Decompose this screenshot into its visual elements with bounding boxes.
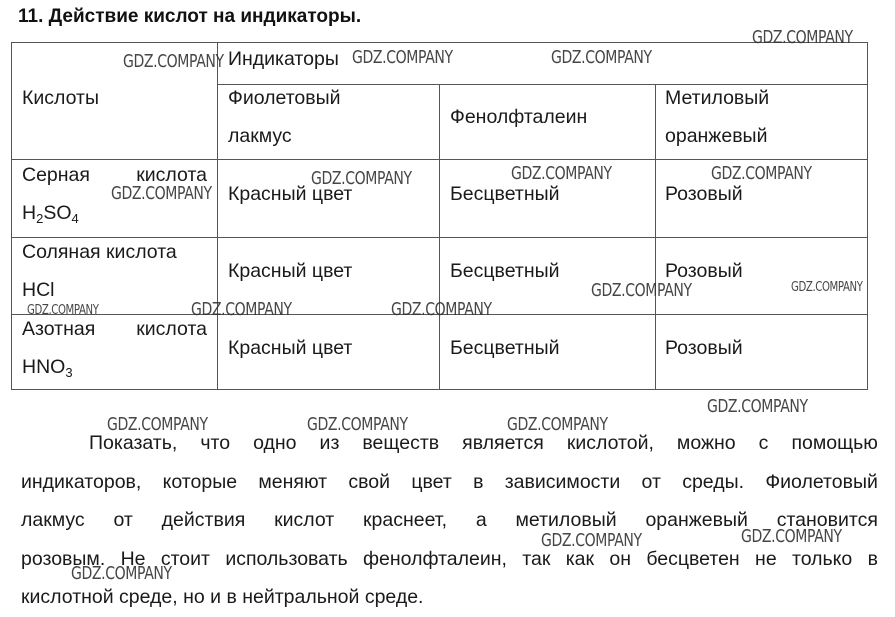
watermark: GDZ.COMPANY <box>27 303 99 318</box>
header-acids: Кислоты <box>22 87 99 109</box>
col-header-litmus <box>228 79 341 155</box>
watermark: GDZ.COMPANY <box>511 163 612 184</box>
watermark: GDZ.COMPANY <box>391 299 492 320</box>
cell-litmus: Красный цвет <box>228 337 353 359</box>
watermark: GDZ.COMPANY <box>307 414 408 435</box>
acid-formula: $HNO_3$ <box>22 356 73 380</box>
cell-phenolphthalein: Бесцветный <box>450 260 560 282</box>
cell-phenolphthalein: Бесцветный <box>450 183 560 205</box>
col-header-methyl-line1: Метиловый <box>665 87 770 109</box>
paragraph-line: Показать, что одно из веществ является кислотой, можно с помощью <box>89 432 878 454</box>
cell-methyl-orange: Розовый <box>665 260 743 282</box>
watermark: GDZ.COMPANY <box>591 280 692 301</box>
watermark: GDZ.COMPANY <box>71 563 172 584</box>
cell-litmus: Красный цвет <box>228 183 353 205</box>
table-row-nitric-acid-name <box>22 310 207 386</box>
col-header-methyl-orange <box>665 79 769 155</box>
watermark: GDZ.COMPANY <box>741 526 842 547</box>
watermark: GDZ.COMPANY <box>111 183 212 204</box>
watermark: GDZ.COMPANY <box>711 163 812 184</box>
watermark: GDZ.COMPANY <box>107 414 208 435</box>
acid-word: кислота <box>136 318 207 340</box>
col-header-methyl-line2: оранжевый <box>665 125 768 147</box>
watermark: GDZ.COMPANY <box>123 51 224 72</box>
col-header-phenolphthalein: Фенолфталеин <box>450 106 588 128</box>
watermark: GDZ.COMPANY <box>311 168 412 189</box>
cell-litmus: Красный цвет <box>228 260 353 282</box>
acid-formula: HCl <box>22 279 55 301</box>
paragraph-line: кислотной среде, но и в нейтральной среде. <box>21 586 424 608</box>
watermark: GDZ.COMPANY <box>791 280 863 295</box>
watermark: GDZ.COMPANY <box>507 414 608 435</box>
watermark: GDZ.COMPANY <box>352 47 453 68</box>
col-header-litmus-line2: лакмус <box>228 125 292 147</box>
header-indicators: Индикаторы <box>228 48 339 70</box>
table-row-hydrochloric-acid-name <box>22 233 177 309</box>
watermark: GDZ.COMPANY <box>191 299 292 320</box>
paragraph-line: индикаторов, которые меняют свой цвет в зависимости от среды. Фиолетовый <box>21 470 878 493</box>
indicators-table <box>11 42 868 390</box>
acid-word: кислота <box>136 164 207 186</box>
cell-methyl-orange: Розовый <box>665 337 743 359</box>
watermark: GDZ.COMPANY <box>707 396 808 417</box>
paragraph-line: лакмус от действия кислот краснеет, а метиловый оранжевый становится <box>21 509 878 531</box>
cell-phenolphthalein: Бесцветный <box>450 337 560 359</box>
col-header-litmus-line1: Фиолетовый <box>228 87 341 109</box>
acid-word: Серная <box>22 164 90 186</box>
paragraph-line: розовым. Не стоит использовать фенолфталеин, так как он бесцветен не только в <box>21 547 878 570</box>
cell-methyl-orange: Розовый <box>665 183 743 205</box>
watermark: GDZ.COMPANY <box>551 47 652 68</box>
watermark: GDZ.COMPANY <box>752 27 853 48</box>
acid-word: Азотная <box>22 318 96 340</box>
watermark: GDZ.COMPANY <box>541 530 642 551</box>
exercise-title: 11. Действие кислот на индикаторы. <box>18 6 362 27</box>
acid-formula: $H_2SO_4$ <box>22 202 79 226</box>
acid-name-line: Соляная кислота <box>22 241 177 263</box>
explanation-paragraph <box>21 424 878 617</box>
